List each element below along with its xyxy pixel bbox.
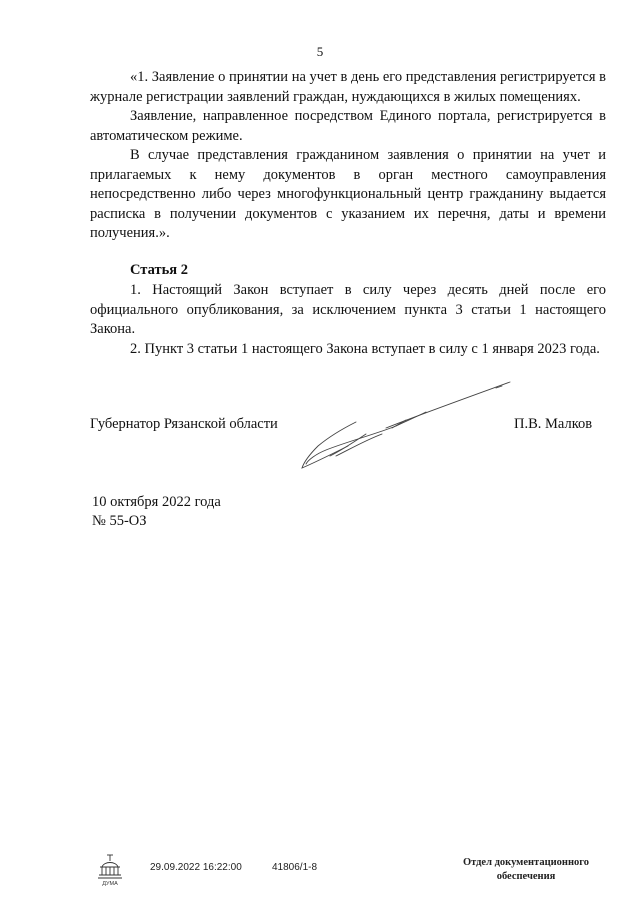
paragraph-portal: Заявление, направленное посредством Единого портала, регистрируется в автоматическом режиме.	[90, 108, 606, 144]
footer-department: Отдел документационного обеспечения	[462, 857, 590, 882]
article2-body	[90, 281, 606, 359]
handwritten-signature	[296, 376, 516, 486]
duma-logo	[96, 853, 124, 892]
signatory-name: П.В. Малков	[514, 416, 593, 432]
paragraph-receipt: В случае представления гражданином заявления о принятии на учет и прилагаемых к нему документов в орган местного самоуправления непосредственно либо через многофункциональный центр гражданину выдается расписка в получении документов с указанием их перечня, даты и времени получения.».	[90, 147, 606, 241]
law-date: 10 октября 2022 года	[92, 494, 221, 510]
page-number: 5	[316, 44, 324, 59]
law-number: № 55-ОЗ	[92, 513, 147, 529]
article2-heading: Статья 2	[130, 262, 188, 278]
paragraph-registration: «1. Заявление о принятии на учет в день его представления регистрируется в журнале регистрации заявлений граждан, нуждающихся в жилых помещениях.	[90, 69, 606, 105]
duma-logo-text: ДУМА	[102, 881, 118, 887]
paragraph-entry-into-force: 1. Настоящий Закон вступает в силу через десять дней после его официального опубликования, за исключением пункта 3 статьи 1 настоящего Закона.	[90, 282, 606, 337]
footer-doc-id: 41806/1-8	[272, 862, 318, 873]
duma-emblem-icon	[96, 853, 124, 887]
paragraph-point3-effective: 2. Пункт 3 статьи 1 настоящего Закона вступает в силу с 1 января 2023 года.	[130, 340, 600, 357]
article1-continuation	[90, 68, 606, 244]
footer-timestamp: 29.09.2022 16:22:00	[150, 862, 242, 873]
signatory-title: Губернатор Рязанской области	[90, 416, 278, 432]
